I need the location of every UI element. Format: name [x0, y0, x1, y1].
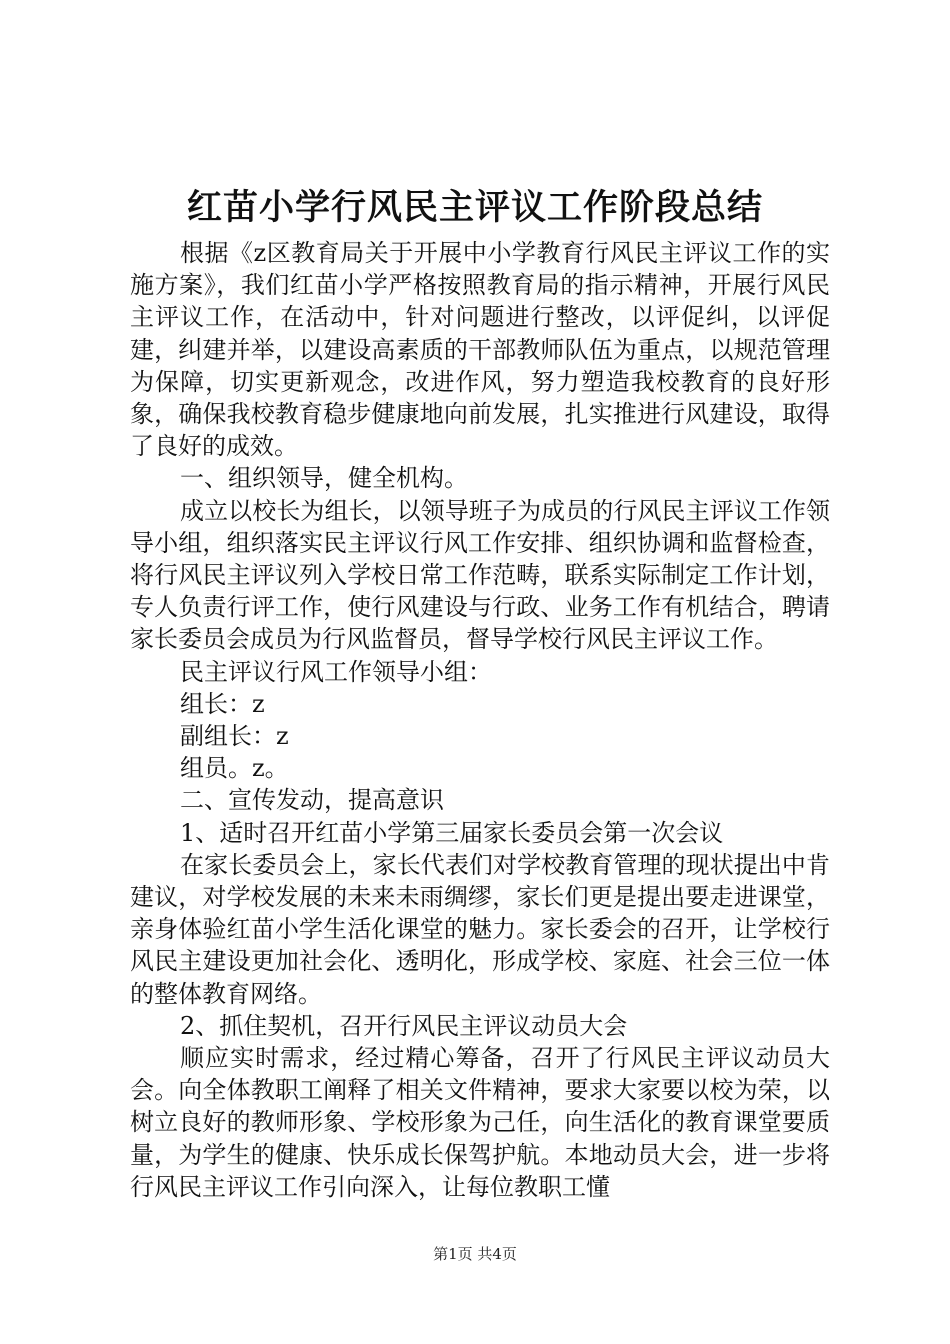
paragraph-parent-committee: 在家长委员会上，家长代表们对学校教育管理的现状提出中肯建议，对学校发展的未来未雨绸缪，家长们更是提出要走进课堂，亲身体验红苗小学生活化课堂的魅力。家长委会的召开，让学校行风民主建设更加社会化、透明化，形成学校、家庭、社会三位一体的整体教育网络。 [130, 850, 830, 1008]
group-heading: 民主评议行风工作领导小组： [180, 657, 492, 686]
group-leader: 组长：z [180, 689, 265, 718]
section-heading-2: 二、宣传发动，提高意识 [180, 786, 444, 815]
page-footer: 第1页 共4页 [433, 1245, 517, 1263]
paragraph-intro: 根据《z区教育局关于开展中小学教育行风民主评议工作的实施方案》，我们红苗小学严格按照教育局的指示精神，开展行风民主评议工作，在活动中，针对问题进行整改，以评促纠，以评促建，纠建并举，以建设高素质的干部教师队伍为重点，以规范管理为保障，切实更新观念，改进作风，努力塑造我校教育的良好形象，确保我校教育稳步健康地向前发展，扎实推进行风建设，取得了良好的成效。 [130, 239, 830, 461]
paragraph-organization: 成立以校长为组长，以领导班子为成员的行风民主评议工作领导小组，组织落实民主评议行风工作安排、组织协调和监督检查，将行风民主评议列入学校日常工作范畴，联系实际制定工作计划，专人负责行评工作，使行风建设与行政、业务工作有机结合，聘请家长委员会成员为行风监督员，督导学校行风民主评议工作。 [130, 496, 830, 654]
group-deputy-leader: 副组长：z [180, 722, 289, 751]
document-title: 红苗小学行风民主评议工作阶段总结 [186, 187, 763, 228]
subsection-heading-2: 2、抓住契机，召开行风民主评议动员大会 [180, 1011, 628, 1040]
section-heading-1: 一、组织领导，健全机构。 [180, 464, 468, 493]
paragraph-mobilization: 顺应实时需求，经过精心筹备，召开了行风民主评议动员大会。向全体教职工阐释了相关文件精神，要求大家要以校为荣，以树立良好的教师形象、学校形象为己任，向生活化的教育课堂要质量，为学生的健康、快乐成长保驾护航。本地动员大会，进一步将行风民主评议工作引向深入，让每位教职工懂 [130, 1044, 830, 1201]
subsection-heading-1: 1、适时召开红苗小学第三届家长委员会第一次会议 [180, 818, 724, 847]
document-body [130, 237, 830, 1203]
group-members: 组员。z。 [180, 754, 289, 783]
